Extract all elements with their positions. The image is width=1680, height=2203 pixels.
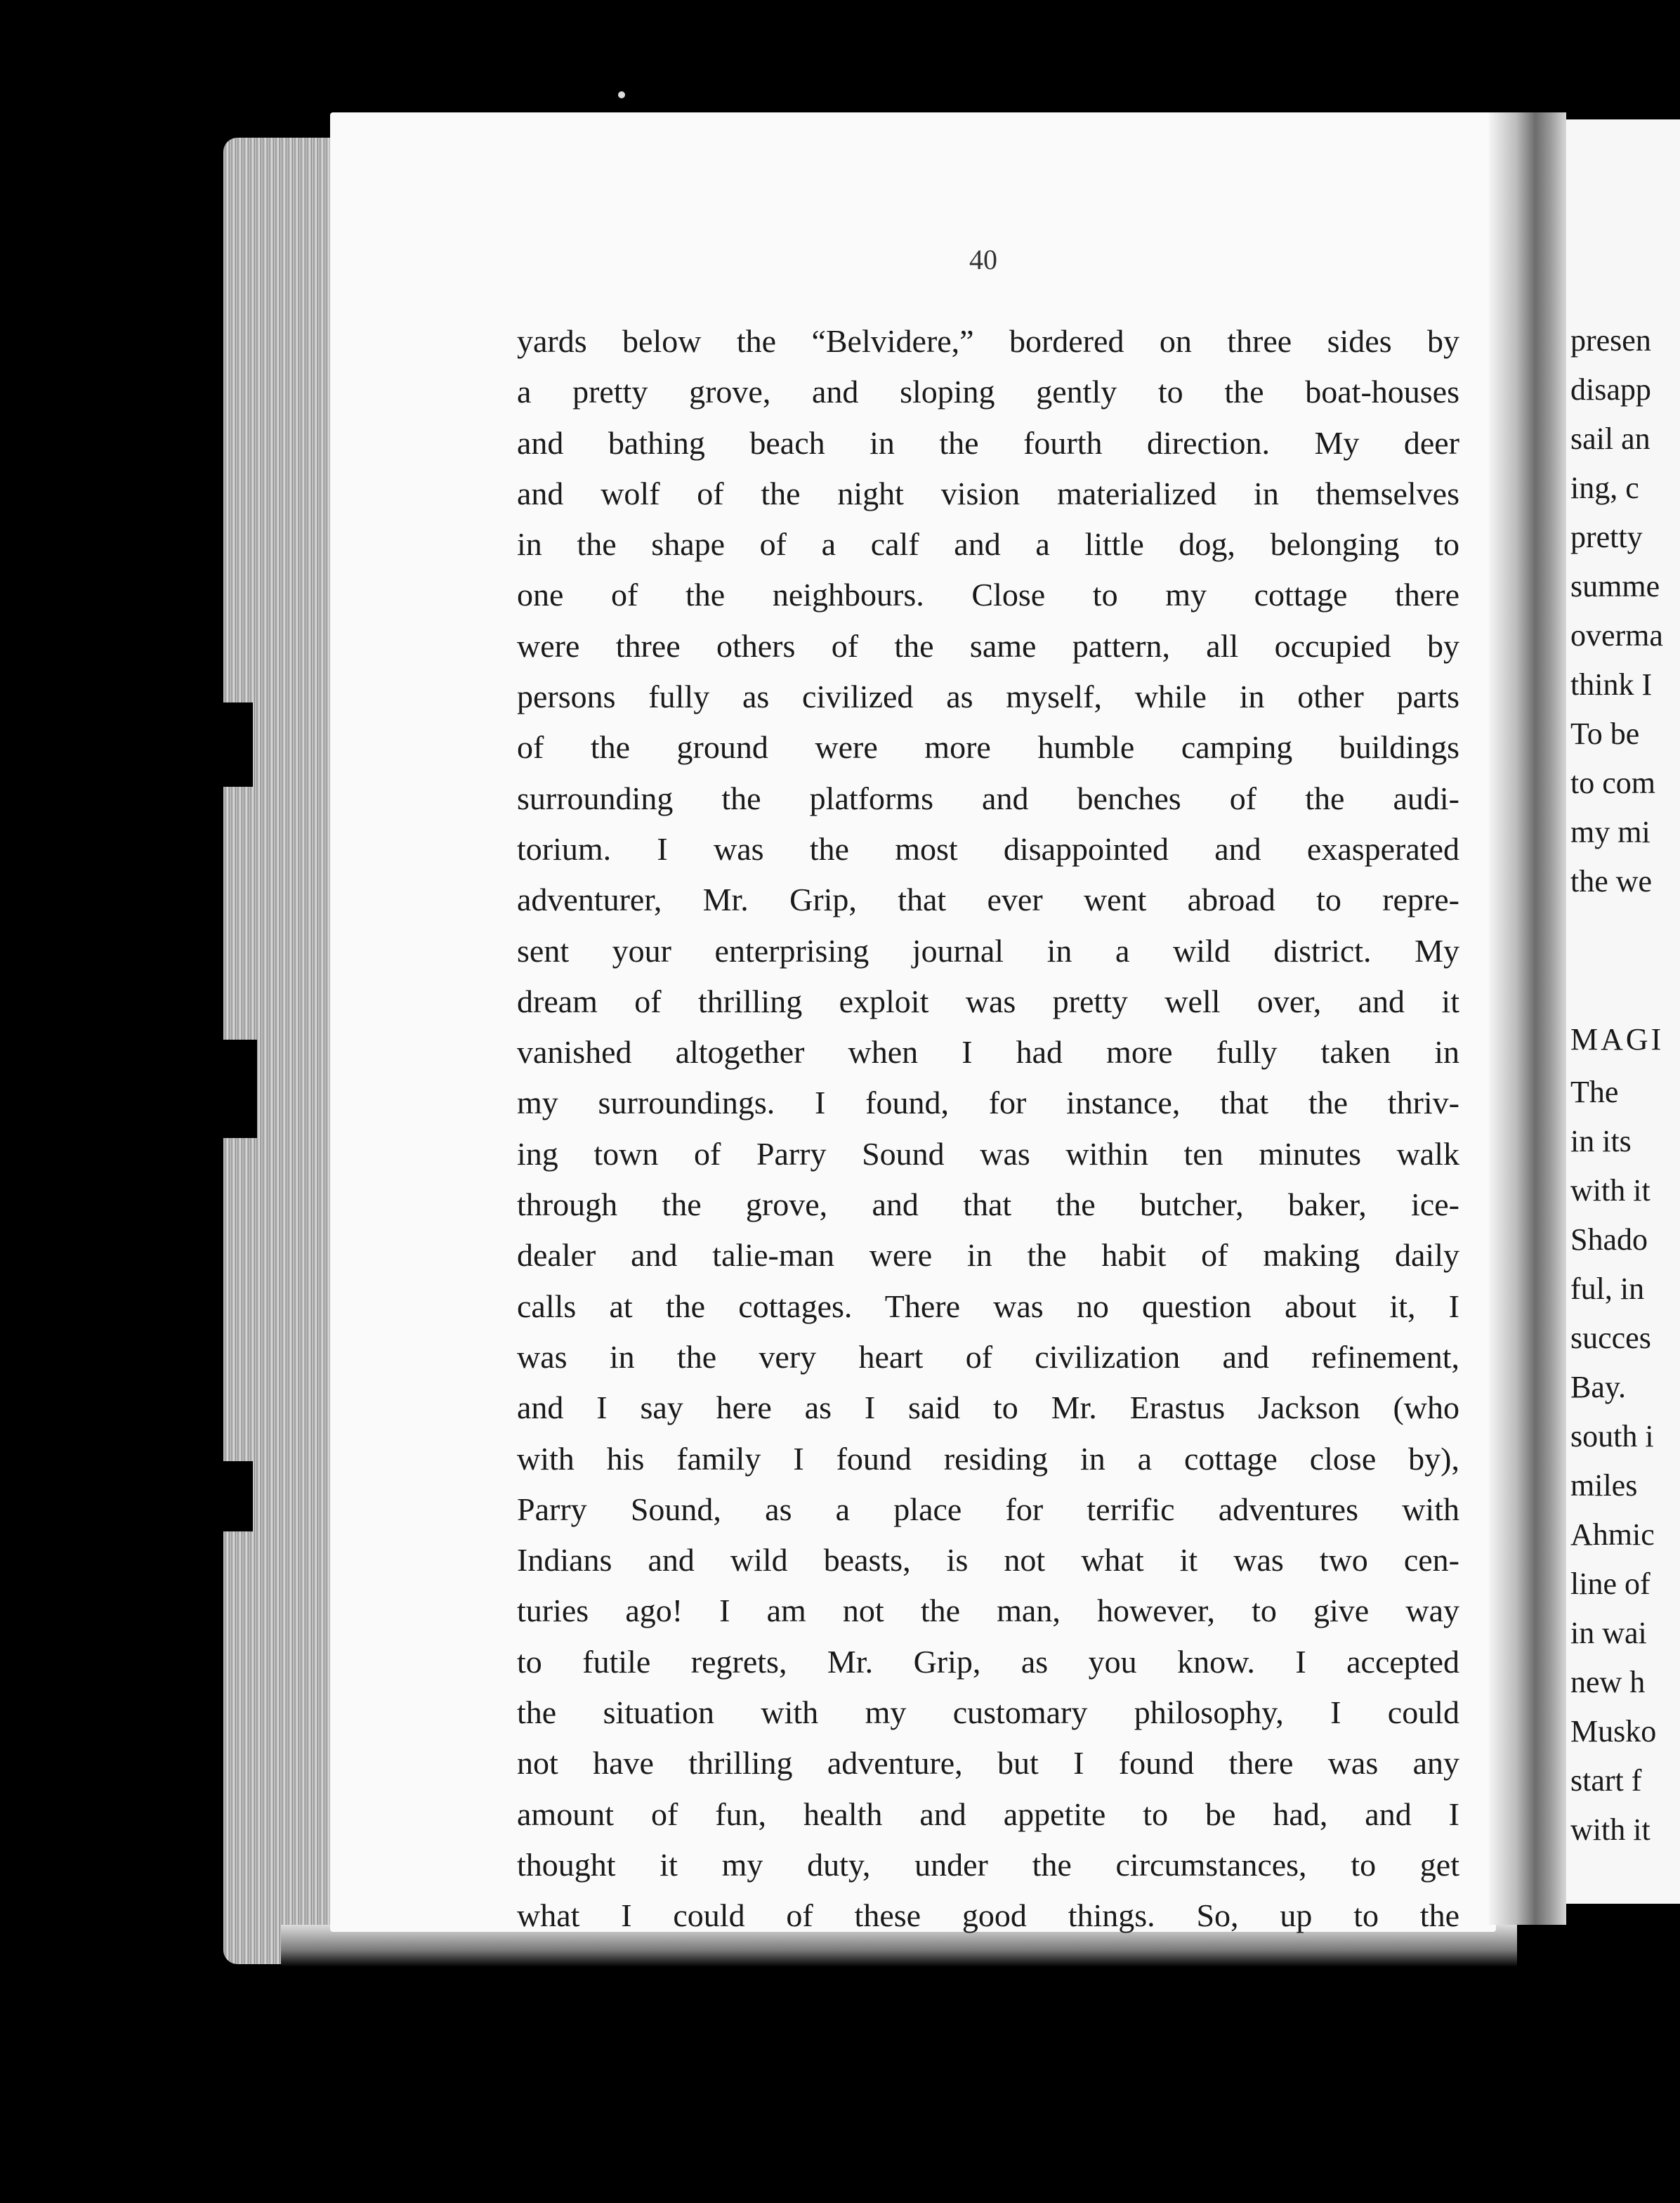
text-line: pretty: [1570, 520, 1643, 554]
text-line: to com: [1570, 766, 1655, 800]
text-line: Ahmic: [1570, 1517, 1655, 1552]
text-line: through the grove, and that the butcher, baker, ice-: [517, 1187, 1459, 1223]
text-line: line of: [1570, 1567, 1651, 1601]
text-line: adventurer, Mr. Grip, that ever went abroad to repre-: [517, 882, 1459, 918]
text-line: south i: [1570, 1419, 1654, 1453]
text-line: miles: [1570, 1468, 1638, 1503]
text-line: a pretty grove, and sloping gently to the boat-houses: [517, 374, 1459, 410]
text-line: overma: [1570, 618, 1663, 653]
text-line: with it: [1570, 1173, 1651, 1208]
text-line: ing, c: [1570, 471, 1639, 505]
text-line: torium. I was the most disappointed and exasperated: [517, 830, 1459, 867]
text-line: ing town of Parry Sound was within ten minutes walk: [517, 1135, 1459, 1172]
right-page-text: [1570, 316, 1680, 1855]
text-line: calls at the cottages. There was no question about it, I: [517, 1288, 1459, 1324]
text-line: Musko: [1570, 1714, 1657, 1748]
text-line: what I could of these good things. So, up to the: [517, 1897, 1459, 1934]
text-line: sail an: [1570, 421, 1651, 456]
text-line: the situation with my customary philosophy, I could: [517, 1694, 1459, 1731]
text-line: think I: [1570, 667, 1653, 702]
text-line: in its: [1570, 1124, 1632, 1158]
speck: [618, 91, 625, 98]
page-edge-notch: [211, 702, 253, 787]
book-gutter: [1489, 112, 1566, 1925]
text-line: my mi: [1570, 815, 1651, 849]
text-line: not have thrilling adventure, but I found there was any: [517, 1745, 1459, 1782]
text-line: with his family I found residing in a cottage close by),: [517, 1440, 1459, 1477]
page-edge-notch: [211, 1461, 253, 1531]
spacer: [1570, 906, 1680, 1012]
text-line: amount of fun, health and appetite to be had, and I: [517, 1796, 1459, 1832]
text-line: Bay.: [1570, 1370, 1627, 1404]
text-line: dealer and talie-man were in the habit of making daily: [517, 1237, 1459, 1274]
text-line: surrounding the platforms and benches of the audi-: [517, 780, 1459, 816]
text-line: persons fully as civilized as myself, while in other parts: [517, 679, 1459, 715]
text-line: and bathing beach in the fourth direction. My deer: [517, 424, 1459, 461]
text-line: To be: [1570, 717, 1640, 751]
page-body-text: [517, 316, 1459, 1942]
text-line: Indians and wild beasts, is not what it was two cen-: [517, 1542, 1459, 1578]
page-edge-notch: [208, 1040, 257, 1138]
text-line: sent your enterprising journal in a wild district. My: [517, 932, 1459, 969]
text-line: in wai: [1570, 1616, 1647, 1650]
text-line: were three others of the same pattern, all occupied by: [517, 627, 1459, 664]
text-line: was in the very heart of civilization and refinement,: [517, 1338, 1459, 1375]
text-line: presen: [1570, 323, 1651, 358]
text-line: to futile regrets, Mr. Grip, as you know. I accepted: [517, 1643, 1459, 1680]
text-line: thought it my duty, under the circumstances, to get: [517, 1846, 1459, 1883]
text-line: turies ago! I am not the man, however, to give way: [517, 1593, 1459, 1629]
section-heading: MAGI: [1570, 1022, 1665, 1057]
text-line: The: [1570, 1075, 1619, 1109]
text-line: and I say here as I said to Mr. Erastus Jackson (who: [517, 1390, 1459, 1426]
text-line: Parry Sound, as a place for terrific adventures with: [517, 1491, 1459, 1527]
text-line: dream of thrilling exploit was pretty well over, and it: [517, 983, 1459, 1019]
text-line: the we: [1570, 864, 1653, 898]
text-line: succes: [1570, 1321, 1651, 1355]
text-line: vanished altogether when I had more fully taken in: [517, 1034, 1459, 1071]
text-line: my surroundings. I found, for instance, that the thriv-: [517, 1085, 1459, 1121]
text-line: yards below the “Belvidere,” bordered on three sides by: [517, 323, 1459, 359]
page-number: 40: [969, 244, 997, 275]
text-line: with it: [1570, 1812, 1651, 1847]
text-line: and wolf of the night vision materialized in themselves: [517, 475, 1459, 511]
text-line: of the ground were more humble camping buildings: [517, 729, 1459, 766]
text-line: disapp: [1570, 372, 1651, 407]
text-line: summe: [1570, 569, 1660, 603]
text-line: in the shape of a calf and a little dog, belonging to: [517, 526, 1459, 563]
text-line: ful, in: [1570, 1272, 1645, 1306]
text-line: start f: [1570, 1763, 1642, 1798]
text-line: new h: [1570, 1665, 1646, 1699]
text-line: Shado: [1570, 1222, 1648, 1257]
text-line: one of the neighbours. Close to my cottage there: [517, 577, 1459, 613]
